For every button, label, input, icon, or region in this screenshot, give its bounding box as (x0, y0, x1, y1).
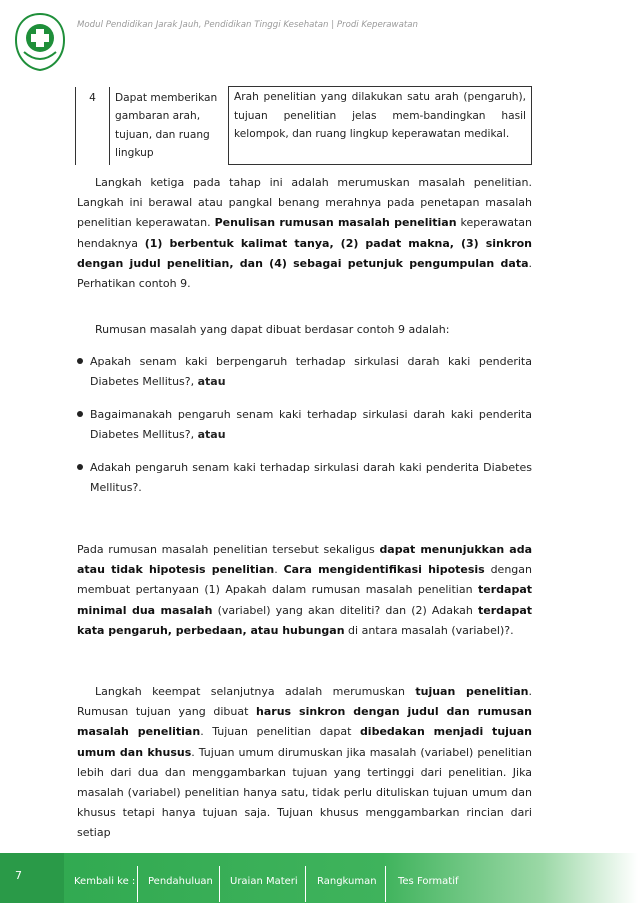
bakti-husada-logo (14, 12, 66, 72)
table-cell-explanation: Arah penelitian yang dilakukan satu arah (pengaruh), tujuan penelitian jelas mem-bandingkan hasil kelompok, dan ruang lingkup keperawatan medikal. (229, 87, 532, 165)
list-item: Adakah pengaruh senam kaki terhadap sirkulasi darah kaki penderita Diabetes Mellitus?. (77, 458, 532, 498)
nav-divider (305, 866, 306, 902)
paragraph-hypothesis: Pada rumusan masalah penelitian tersebut sekaligus dapat menunjukkan ada atau tidak hipotesis penelitian. Cara mengidentifikasi hipotesis dengan membuat pertanyaan (1) Apakah dalam rumusan masalah penelitian terdapat minimal dua masalah (variabel) yang akan diteliti? dan (2) Adakah terdapat kata pengaruh, perbedaan, atau hubungan di antara masalah (variabel)?. (77, 543, 532, 637)
table-cell-number: 4 (76, 87, 110, 165)
nav-link-tes-formatif[interactable]: Tes Formatif (398, 876, 459, 887)
bullet-icon (77, 358, 83, 364)
paragraph-example-intro: Rumusan masalah yang dapat dibuat berdasar contoh 9 adalah: (95, 323, 450, 336)
nav-divider (137, 866, 138, 902)
nav-link-pendahuluan[interactable]: Pendahuluan (148, 876, 213, 887)
criteria-table (75, 86, 532, 165)
running-header: Modul Pendidikan Jarak Jauh, Pendidikan Tinggi Kesehatan | Prodi Keperawatan (77, 20, 418, 30)
bullet-icon (77, 411, 83, 417)
nav-divider (385, 866, 386, 902)
table-row (76, 87, 532, 165)
table-cell-criterion: Dapat memberikan gambaran arah, tujuan, dan ruang lingkup (110, 87, 229, 165)
paragraph-step-four: Langkah keempat selanjutnya adalah merumuskan tujuan penelitian. Rumusan tujuan yang dibuat harus sinkron dengan judul dan rumusan masalah penelitian. Tujuan penelitian dapat dibedakan menjadi tujuan umum dan khusus. Tujuan umum dirumuskan jika masalah (variabel) penelitian lebih dari dua dan menggambarkan tujuan yang tertinggi dari penelitian. Jika masalah (variabel) penelitian hanya satu, tidak perlu dituliskan tujuan umum dan khusus tetapi hanya tujuan saja. Tujuan khusus menggambarkan rincian dari setiap (77, 685, 533, 840)
nav-divider (219, 866, 220, 902)
list-item: Bagaimanakah pengaruh senam kaki terhadap sirkulasi darah kaki penderita Diabetes Mellitus?, atau (77, 405, 532, 445)
bullet-icon (77, 464, 83, 470)
list-item: Apakah senam kaki berpengaruh terhadap sirkulasi darah kaki penderita Diabetes Mellitus?, atau (77, 352, 532, 392)
page-number: 7 (15, 869, 22, 882)
nav-link-uraian-materi[interactable]: Uraian Materi (230, 876, 298, 887)
nav-label: Kembali ke : (74, 876, 136, 887)
paragraph-step-three: Langkah ketiga pada tahap ini adalah merumuskan masalah penelitian. Langkah ini berawal atau pangkal benang merahnya pada penetapan masalah penelitian keperawatan. Penulisan rumusan masalah penelitian keperawatan hendaknya (1) berbentuk kalimat tanya, (2) padat makna, (3) sinkron dengan judul penelitian, dan (4) sebagai petunjuk pengumpulan data. Perhatikan contoh 9. (77, 176, 533, 291)
page-number-tab (0, 853, 64, 903)
nav-link-rangkuman[interactable]: Rangkuman (317, 876, 377, 887)
